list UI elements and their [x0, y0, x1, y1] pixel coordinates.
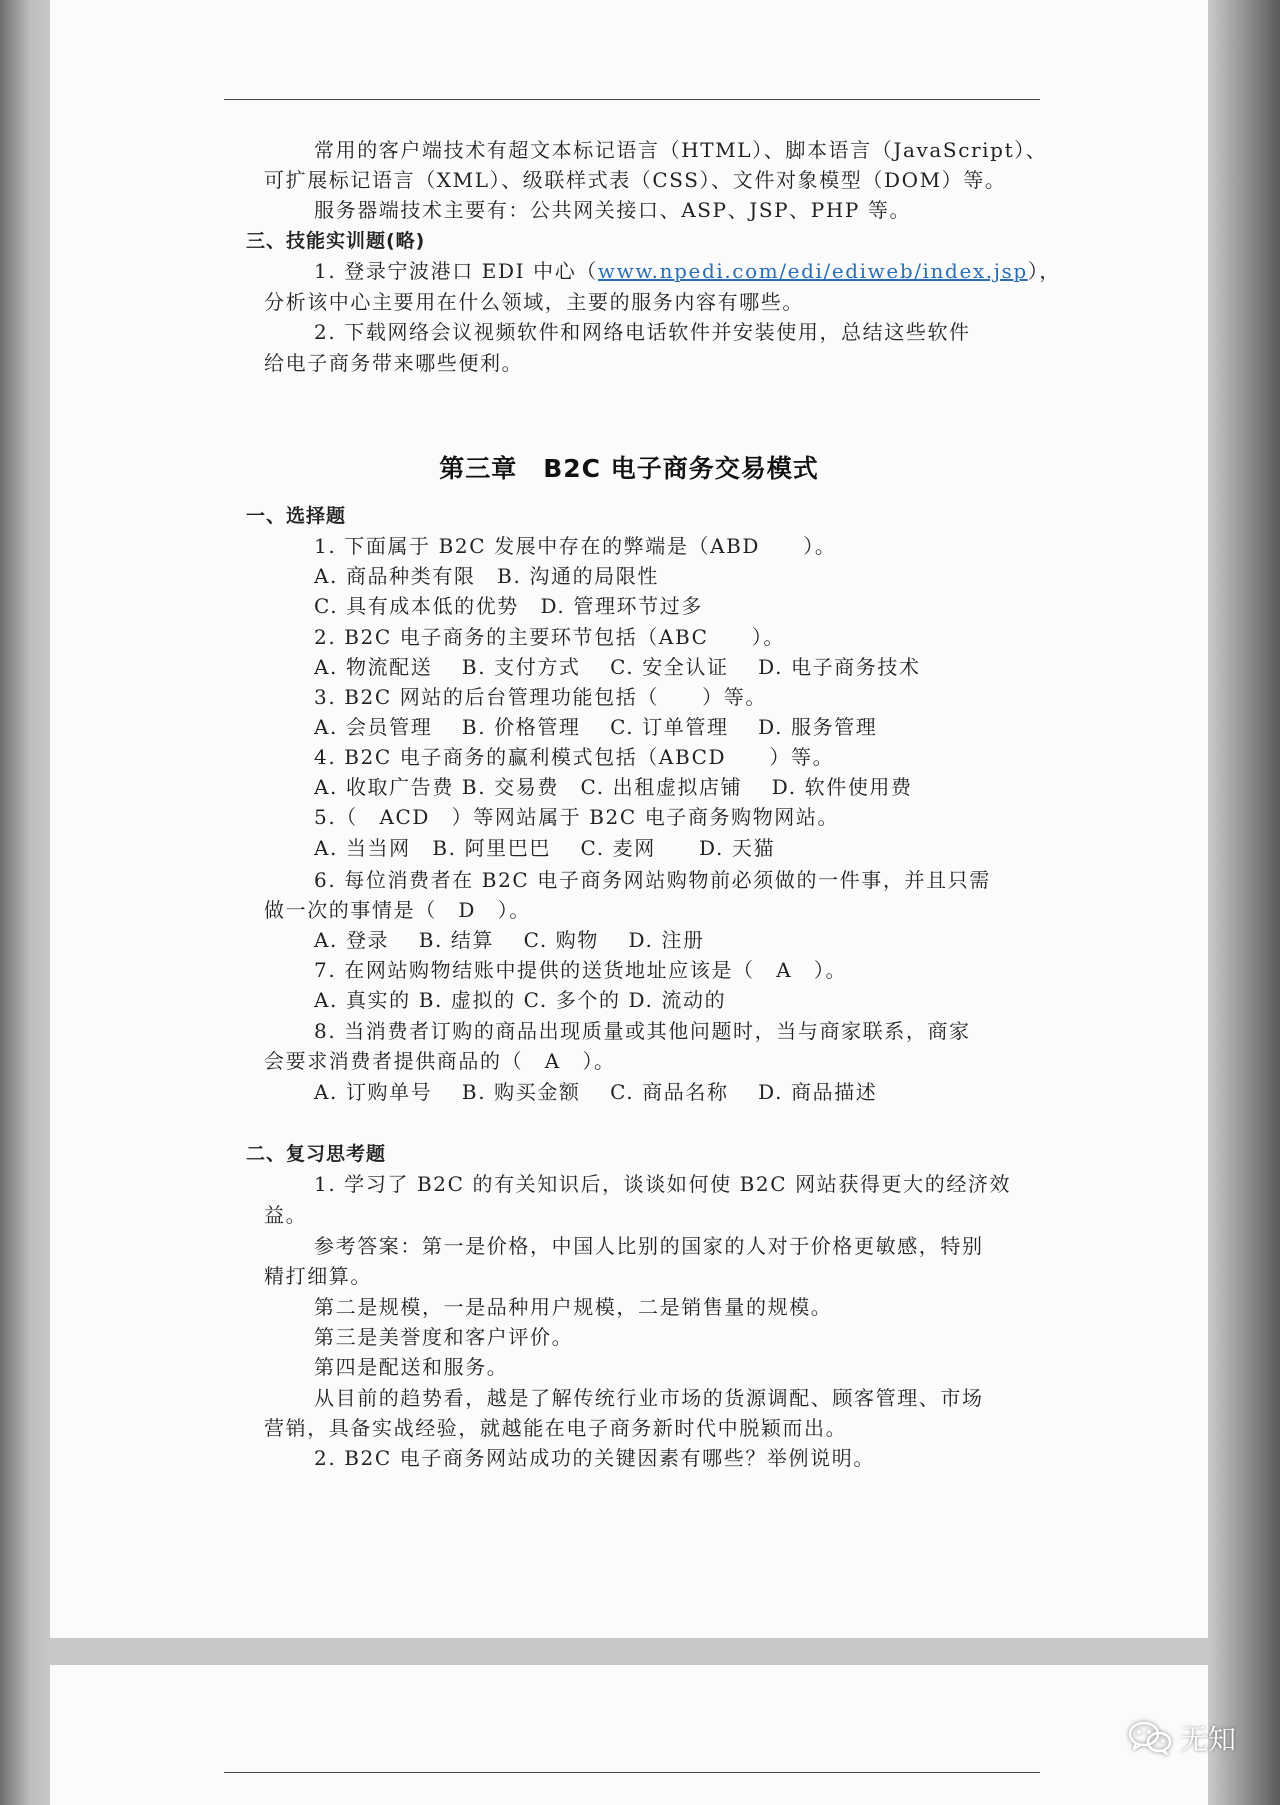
option-line: A. 真实的 B. 虚拟的 C. 多个的 D. 流动的 [314, 988, 727, 1012]
text-line: 1. 学习了 B2C 的有关知识后，谈谈如何使 B2C 网站获得更大的经济效 [314, 1172, 1012, 1196]
document-page-next [50, 1665, 1208, 1805]
section-heading: 二、复习思考题 [246, 1143, 387, 1165]
text-line: 营销，具备实战经验，就越能在电子商务新时代中脱颖而出。 [264, 1416, 848, 1440]
option-line: A. 物流配送 B. 支付方式 C. 安全认证 D. 电子商务技术 [314, 655, 921, 679]
header-rule [224, 1772, 1040, 1773]
question-line: 2. B2C 电子商务的主要环节包括（ABC ）。 [314, 625, 785, 649]
text-line: 2. B2C 电子商务网站成功的关键因素有哪些？举例说明。 [314, 1446, 875, 1470]
text-line: 服务器端技术主要有：公共网关接口、ASP、JSP、PHP 等。 [314, 198, 912, 222]
question-line: 5.（ ACD ）等网站属于 B2C 电子商务购物网站。 [314, 805, 840, 829]
question-line: 4. B2C 电子商务的赢利模式包括（ABCD ）等。 [314, 745, 835, 769]
question-line: 会要求消费者提供商品的（ A ）。 [264, 1049, 616, 1073]
text-line: 1. 登录宁波港口 EDI 中心（www.npedi.com/edi/ediweb/index.jsp）， [314, 259, 1061, 283]
text-line: 益。 [264, 1203, 308, 1227]
option-line: A. 收取广告费 B. 交易费 C. 出租虚拟店铺 D. 软件使用费 [314, 775, 913, 799]
question-line: 3. B2C 网站的后台管理功能包括（ ）等。 [314, 685, 767, 709]
chapter-title: 第三章 B2C 电子商务交易模式 [439, 454, 819, 483]
text-line: 分析该中心主要用在什么领域，主要的服务内容有哪些。 [264, 290, 804, 314]
watermark [1128, 1718, 1236, 1758]
section-heading: 三、技能实训题(略) [246, 230, 426, 252]
section-heading: 一、选择题 [246, 505, 347, 527]
text-line: 精打细算。 [264, 1264, 372, 1288]
document-page [50, 0, 1208, 1638]
text-line: 常用的客户端技术有超文本标记语言（HTML）、脚本语言（JavaScript）、 [314, 138, 1048, 162]
option-line: A. 当当网 B. 阿里巴巴 C. 麦网 D. 天猫 [314, 836, 776, 860]
option-line: A. 登录 B. 结算 C. 购物 D. 注册 [314, 928, 705, 952]
option-line: C. 具有成本低的优势 D. 管理环节过多 [314, 594, 703, 618]
question-line: 做一次的事情是（ D ）。 [264, 898, 531, 922]
wechat-icon [1128, 1720, 1172, 1756]
edi-link[interactable]: www.npedi.com/edi/ediweb/index.jsp [597, 259, 1028, 283]
text-line: 第二是规模，一是品种用户规模，二是销售量的规模。 [314, 1295, 833, 1319]
question-line: 1. 下面属于 B2C 发展中存在的弊端是（ABD ）。 [314, 534, 837, 558]
option-line: A. 订购单号 B. 购买金额 C. 商品名称 D. 商品描述 [314, 1080, 878, 1104]
text-line: 2. 下载网络会议视频软件和网络电话软件并安装使用，总结这些软件 [314, 320, 971, 344]
text-line: 可扩展标记语言（XML）、级联样式表（CSS）、文件对象模型（DOM）等。 [264, 168, 1007, 192]
option-line: A. 会员管理 B. 价格管理 C. 订单管理 D. 服务管理 [314, 715, 878, 739]
question-line: 8. 当消费者订购的商品出现质量或其他问题时，当与商家联系，商家 [314, 1019, 971, 1043]
text-line: 从目前的趋势看，越是了解传统行业市场的货源调配、顾客管理、市场 [314, 1386, 984, 1410]
text-line: 参考答案：第一是价格，中国人比别的国家的人对于价格更敏感，特别 [314, 1234, 984, 1258]
text-line: 第四是配送和服务。 [314, 1355, 509, 1379]
header-rule [224, 99, 1040, 100]
question-line: 6. 每位消费者在 B2C 电子商务网站购物前必须做的一件事，并且只需 [314, 868, 991, 892]
watermark-text: 无知 [1179, 1723, 1236, 1756]
text-line: 第三是美誉度和客户评价。 [314, 1325, 574, 1349]
text-line: 给电子商务带来哪些便利。 [264, 351, 524, 375]
option-line: A. 商品种类有限 B. 沟通的局限性 [314, 564, 659, 588]
question-line: 7. 在网站购物结账中提供的送货地址应该是（ A ）。 [314, 958, 848, 982]
